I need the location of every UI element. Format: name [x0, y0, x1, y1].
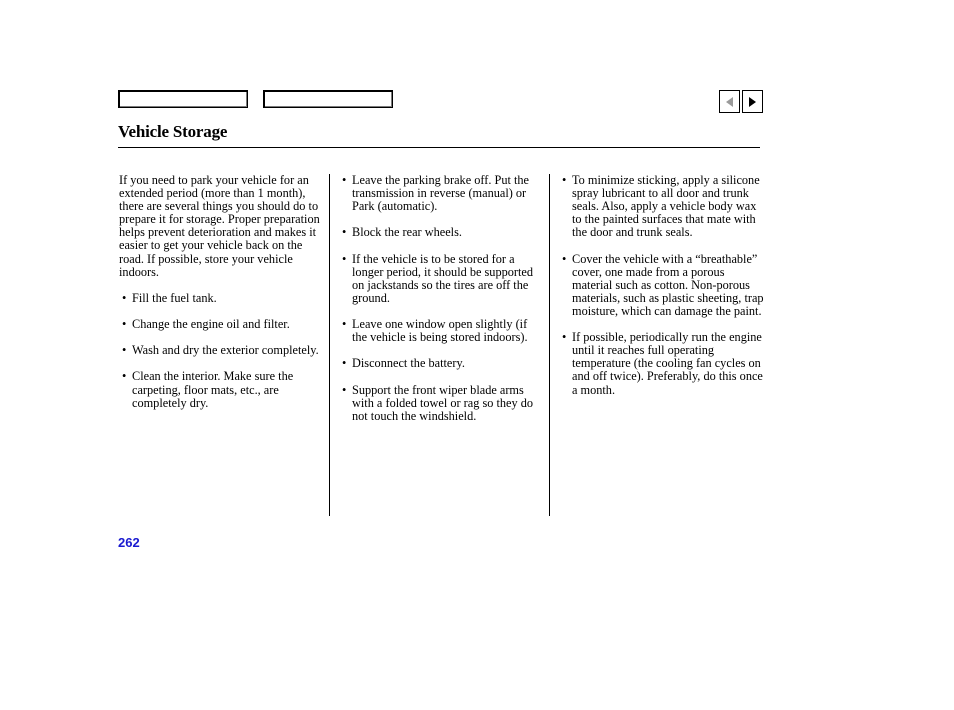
intro-paragraph: If you need to park your vehicle for an extended period (more than 1 month), there are several things you should do to prepare it for storage. Proper preparation helps prevent deterioration and makes it easier to get your vehicle back on the road. If possible, store your vehicle indoors. [119, 173, 320, 279]
bullet-icon: • [122, 290, 127, 305]
bullet-icon: • [342, 251, 347, 266]
column-1 [119, 174, 321, 423]
bullet-icon: • [562, 330, 567, 345]
list-item [122, 318, 321, 331]
bullet-list-1 [122, 292, 321, 410]
list-item [562, 253, 764, 318]
title-divider [118, 147, 760, 148]
list-item [342, 318, 544, 344]
triangle-left-icon [726, 97, 733, 107]
list-item-text: Fill the fuel tank. [132, 290, 217, 305]
bullet-list-2 [342, 174, 544, 423]
list-item-text: Support the front wiper blade arms with a folded towel or rag so they do not touch the windshield. [352, 382, 533, 423]
previous-page-button[interactable] [719, 90, 740, 113]
bullet-icon: • [342, 382, 347, 397]
triangle-right-icon [749, 97, 756, 107]
list-item-text: Change the engine oil and filter. [132, 317, 290, 332]
list-item [342, 253, 544, 305]
bullet-icon: • [122, 369, 127, 384]
column-3 [562, 174, 764, 410]
bullet-icon: • [122, 343, 127, 358]
bullet-icon: • [562, 173, 567, 187]
list-item [122, 292, 321, 305]
bullet-icon: • [562, 251, 567, 266]
list-item-text: If the vehicle is to be stored for a longer period, it should be supported on jackstands so the tires are off the ground. [352, 251, 534, 305]
list-item [122, 344, 321, 357]
list-item [342, 174, 544, 213]
list-item [562, 174, 764, 239]
nav-button-1[interactable] [118, 90, 248, 108]
list-item-text: If possible, periodically run the engine until it reaches full operating temperature (the cooling fan cycles on and off twice). Preferably, do this once a month. [572, 330, 763, 397]
list-item [122, 370, 321, 409]
list-item-text: Leave the parking brake off. Put the transmission in reverse (manual) or Park (automatic). [352, 173, 529, 214]
bullet-list-3 [562, 174, 764, 397]
list-item-text: Cover the vehicle with a “breathable” cover, one made from a porous material such as cotton. Non-porous materials, such as plastic sheeting, trap moisture, which can damage the paint. [572, 251, 764, 318]
list-item-text: Wash and dry the exterior completely. [132, 343, 319, 358]
column-2 [342, 174, 544, 436]
nav-button-2[interactable] [263, 90, 393, 108]
column-divider-1 [329, 174, 330, 516]
bullet-icon: • [342, 356, 347, 371]
list-item-text: Clean the interior. Make sure the carpeting, floor mats, etc., are completely dry. [132, 369, 294, 410]
page-number: 262 [118, 535, 140, 550]
column-divider-2 [549, 174, 550, 516]
bullet-icon: • [342, 173, 347, 187]
list-item-text: Leave one window open slightly (if the vehicle is being stored indoors). [352, 317, 528, 345]
list-item-text: Block the rear wheels. [352, 225, 462, 240]
list-item-text: To minimize sticking, apply a silicone spray lubricant to all door and trunk seals. Also, apply a vehicle body wax to the painted surfaces that mate with the door and trunk seals. [572, 173, 760, 240]
list-item [342, 226, 544, 239]
next-page-button[interactable] [742, 90, 763, 113]
list-item [562, 331, 764, 396]
page-title: Vehicle Storage [118, 122, 228, 141]
bullet-icon: • [342, 225, 347, 240]
list-item-text: Disconnect the battery. [352, 356, 465, 371]
bullet-icon: • [122, 317, 127, 332]
list-item [342, 384, 544, 423]
bullet-icon: • [342, 317, 347, 332]
list-item [342, 357, 544, 370]
